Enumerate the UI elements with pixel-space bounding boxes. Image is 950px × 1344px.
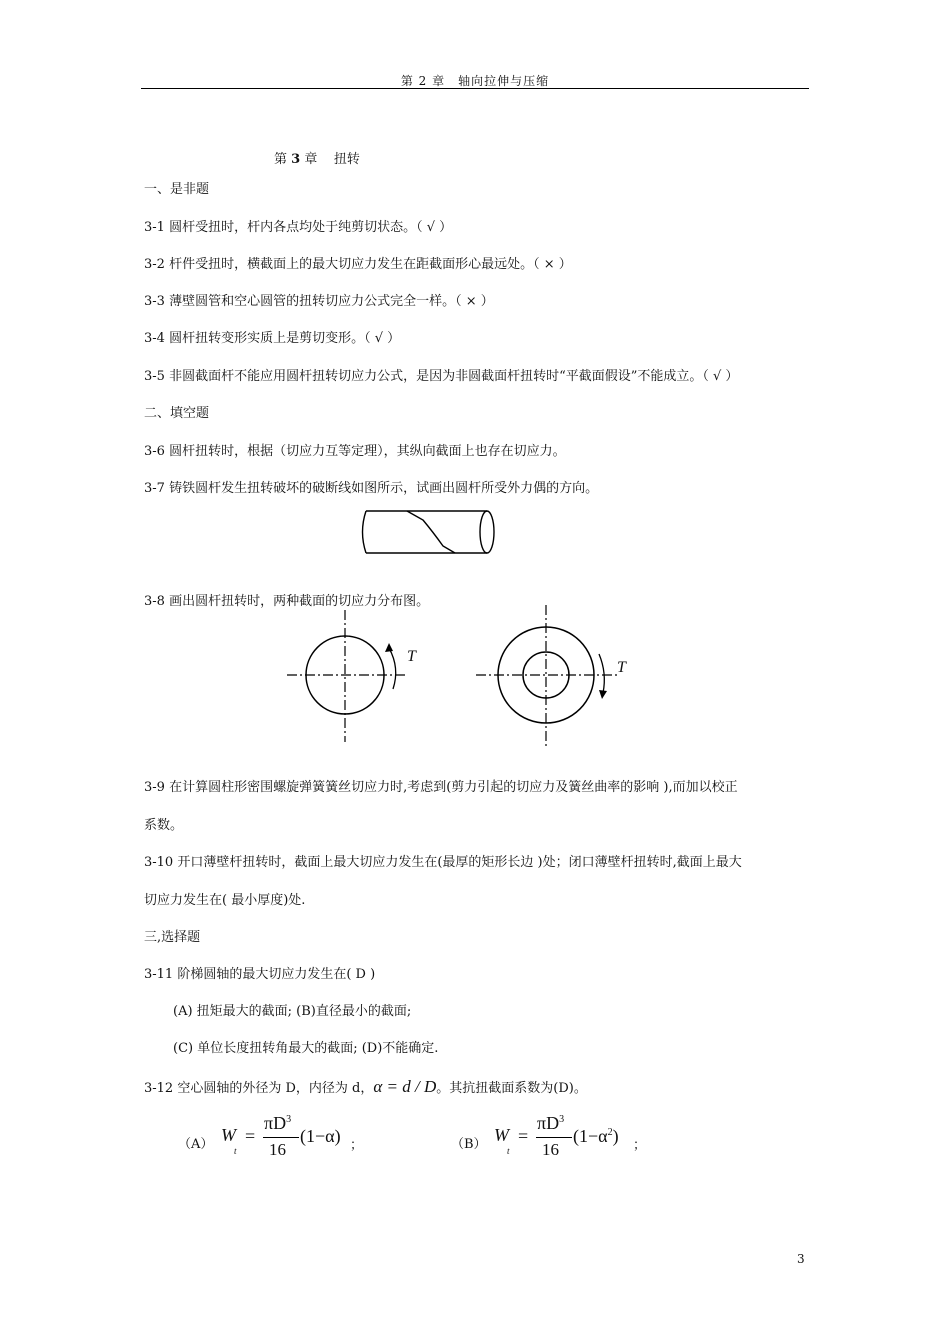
option-b-label: （B） bbox=[451, 1137, 487, 1152]
option-b-end: ； bbox=[633, 1138, 647, 1153]
option-a-numerator: $\pi D^3$ bbox=[264, 1113, 292, 1133]
chapter-name: 扭转 bbox=[333, 152, 360, 167]
question-3-9-line1: 3-9 在计算圆柱形密围螺旋弹簧簧丝切应力时,考虑到(剪力引起的切应力及簧丝曲率的影响 ),而加以校正 bbox=[144, 780, 738, 795]
option-b-factor: $(1-\alpha^2)$ bbox=[573, 1126, 619, 1146]
question-3-10-line1: 3-10 开口薄壁杆扭转时，截面上最大切应力发生在(最厚的矩形长边 )处；闭口薄壁杆扭转时,截面上最大 bbox=[144, 855, 742, 870]
question-3-11-options-cd: (C) 单位长度扭转角最大的截面; (D)不能确定. bbox=[173, 1041, 439, 1056]
option-a-equals: = bbox=[245, 1126, 256, 1146]
option-a-fraction-bar bbox=[263, 1137, 299, 1138]
question-3-1: 3-1 圆杆受扭时，杆内各点均处于纯剪切状态。（ √ ） bbox=[144, 220, 453, 235]
section-heading-true-false: 一、是非题 bbox=[144, 182, 210, 197]
chapter-middle: 章 bbox=[304, 152, 318, 167]
question-3-12-text-end: 。其抗扭截面系数为(D)。 bbox=[436, 1081, 587, 1096]
question-3-6: 3-6 圆杆扭转时，根据（切应力互等定理），其纵向截面上也存在切应力。 bbox=[144, 444, 566, 459]
option-a-factor: (1−α) bbox=[300, 1126, 341, 1146]
running-header: 第 2 章 轴向拉伸与压缩 bbox=[400, 74, 550, 88]
option-a-denominator: 16 bbox=[269, 1140, 286, 1159]
question-3-8: 3-8 画出圆杆扭转时，两种截面的切应力分布图。 bbox=[144, 594, 430, 609]
option-b-fraction-bar bbox=[536, 1137, 572, 1138]
torque-label-solid: T bbox=[407, 648, 416, 665]
question-3-5: 3-5 非圆截面杆不能应用圆杆扭转切应力公式，是因为非圆截面杆扭转时“平截面假设”不能成立。（ √ ） bbox=[144, 369, 739, 384]
question-3-12 bbox=[144, 1077, 587, 1097]
question-3-11: 3-11 阶梯圆轴的最大切应力发生在( D ) bbox=[144, 967, 376, 982]
header-rule bbox=[141, 88, 809, 89]
question-3-7: 3-7 铸铁圆杆发生扭转破坏的破断线如图所示，试画出圆杆所受外力偶的方向。 bbox=[144, 481, 599, 496]
question-3-11-options-ab: (A) 扭矩最大的截面; (B)直径最小的截面; bbox=[173, 1004, 412, 1019]
question-3-3: 3-3 薄壁圆管和空心圆管的扭转切应力公式完全一样。（ × ） bbox=[144, 294, 494, 309]
cast-iron-rod-figure bbox=[355, 508, 500, 558]
option-a-W: W bbox=[221, 1125, 236, 1145]
option-b-denominator: 16 bbox=[542, 1140, 559, 1159]
section-heading-fill-in: 二、填空题 bbox=[144, 406, 210, 421]
option-b-numerator: $\pi D^3$ bbox=[537, 1113, 565, 1133]
question-3-12-text: 3-12 空心圆轴的外径为 D，内径为 d， bbox=[144, 1081, 374, 1096]
page-number: 3 bbox=[797, 1252, 805, 1266]
option-a-label: （A） bbox=[178, 1137, 214, 1152]
option-a-end: ； bbox=[350, 1138, 364, 1153]
alpha-ratio-formula: α = d / D bbox=[373, 1077, 437, 1096]
chapter-number: 3 bbox=[291, 152, 301, 167]
question-3-2: 3-2 杆件受扭时，横截面上的最大切应力发生在距截面形心最远处。（ × ） bbox=[144, 257, 572, 272]
option-b-equals: = bbox=[518, 1126, 529, 1146]
torque-label-hollow: T bbox=[617, 659, 626, 676]
chapter-prefix: 第 bbox=[274, 152, 288, 167]
question-3-10-line2: 切应力发生在( 最小厚度)处. bbox=[144, 893, 306, 908]
option-b-subscript: t bbox=[507, 1146, 510, 1156]
solid-section-figure bbox=[285, 610, 425, 745]
question-3-4: 3-4 圆杆扭转变形实质上是剪切变形。（ √ ） bbox=[144, 331, 401, 346]
option-b-W: W bbox=[494, 1125, 509, 1145]
option-a-subscript: t bbox=[234, 1146, 237, 1156]
chapter-title bbox=[274, 148, 360, 167]
hollow-section-figure bbox=[473, 605, 633, 750]
section-heading-choice: 三,选择题 bbox=[144, 930, 201, 945]
question-3-9-line2: 系数。 bbox=[144, 818, 184, 833]
